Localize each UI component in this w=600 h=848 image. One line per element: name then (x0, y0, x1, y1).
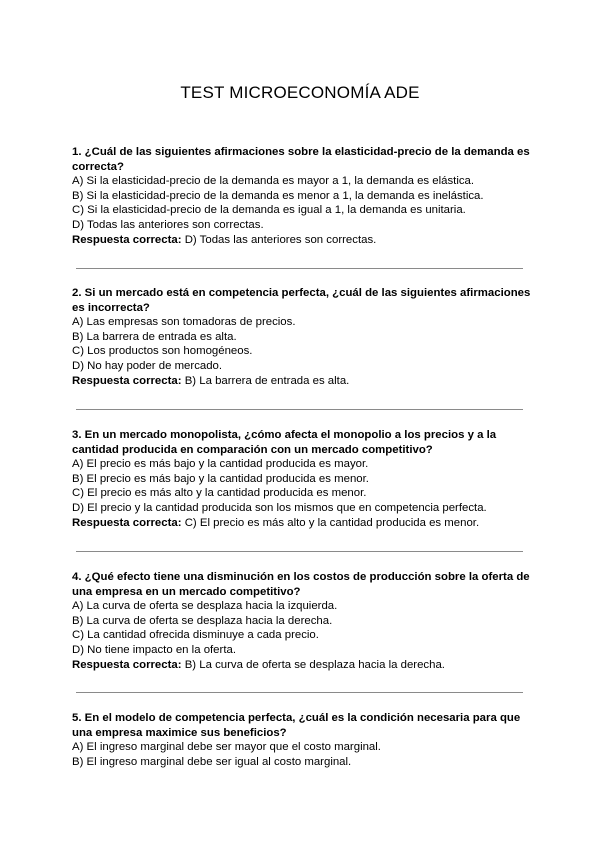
answer-text: C) El precio es más alto y la cantidad producida es menor. (184, 516, 480, 529)
separator-line (76, 268, 523, 269)
question-text: 4. ¿Qué efecto tiene una disminución en los costos de producción sobre la oferta de una empresa en un mercado competitivo? (72, 571, 530, 598)
correct-answer (72, 516, 532, 531)
answer-label: Respuesta correcta: (72, 516, 182, 529)
option-d: D) El precio y la cantidad producida son los mismos que en competencia perfecta. (72, 501, 487, 514)
answer-label: Respuesta correcta: (72, 233, 182, 246)
option-d: D) No tiene impacto en la oferta. (72, 643, 236, 656)
correct-answer (72, 658, 532, 673)
separator-line (76, 409, 523, 410)
separator-line (76, 551, 523, 552)
question-text: 3. En un mercado monopolista, ¿cómo afecta el monopolio a los precios y a la cantidad producida en comparación con un mercado competitivo? (72, 429, 497, 456)
option-d: D) No hay poder de mercado. (72, 359, 223, 372)
option-b: B) El ingreso marginal debe ser igual al costo marginal. (72, 755, 352, 768)
answer-text: D) Todas las anteriores son correctas. (184, 233, 377, 246)
question-5 (72, 711, 532, 769)
answer-text: B) La barrera de entrada es alta. (184, 374, 350, 387)
answer-text: B) La curva de oferta se desplaza hacia la derecha. (184, 658, 445, 671)
option-c: C) Los productos son homogéneos. (72, 345, 253, 358)
option-a: A) El precio es más bajo y la cantidad producida es mayor. (72, 458, 369, 471)
question-text: 5. En el modelo de competencia perfecta, ¿cuál es la condición necesaria para que una empresa maximice sus beneficios? (72, 712, 521, 739)
option-b: B) La barrera de entrada es alta. (72, 330, 237, 343)
option-c: C) La cantidad ofrecida disminuye a cada precio. (72, 629, 319, 642)
question-2 (72, 286, 532, 388)
option-b: B) Si la elasticidad-precio de la demanda es menor a 1, la demanda es inelástica. (72, 189, 484, 202)
option-a: A) Las empresas son tomadoras de precios. (72, 316, 296, 329)
separator-line (76, 692, 523, 693)
correct-answer (72, 374, 532, 389)
question-1 (72, 145, 532, 247)
option-b: B) La curva de oferta se desplaza hacia la derecha. (72, 614, 333, 627)
option-c: C) El precio es más alto y la cantidad producida es menor. (72, 487, 367, 500)
question-text: 1. ¿Cuál de las siguientes afirmaciones sobre la elasticidad-precio de la demanda es correcta? (72, 146, 530, 173)
answer-label: Respuesta correcta: (72, 658, 182, 671)
option-a: A) El ingreso marginal debe ser mayor que el costo marginal. (72, 741, 381, 754)
question-4 (72, 570, 532, 672)
option-a: A) La curva de oferta se desplaza hacia la izquierda. (72, 600, 338, 613)
option-d: D) Todas las anteriores son correctas. (72, 218, 264, 231)
correct-answer (72, 233, 532, 248)
question-3 (72, 428, 532, 530)
page-title: TEST MICROECONOMÍA ADE (180, 83, 420, 102)
option-b: B) El precio es más bajo y la cantidad producida es menor. (72, 472, 369, 485)
option-c: C) Si la elasticidad-precio de la demanda es igual a 1, la demanda es unitaria. (72, 204, 466, 217)
question-text: 2. Si un mercado está en competencia perfecta, ¿cuál de las siguientes afirmaciones es incorrecta? (72, 287, 531, 314)
answer-label: Respuesta correcta: (72, 374, 182, 387)
option-a: A) Si la elasticidad-precio de la demanda es mayor a 1, la demanda es elástica. (72, 175, 475, 188)
